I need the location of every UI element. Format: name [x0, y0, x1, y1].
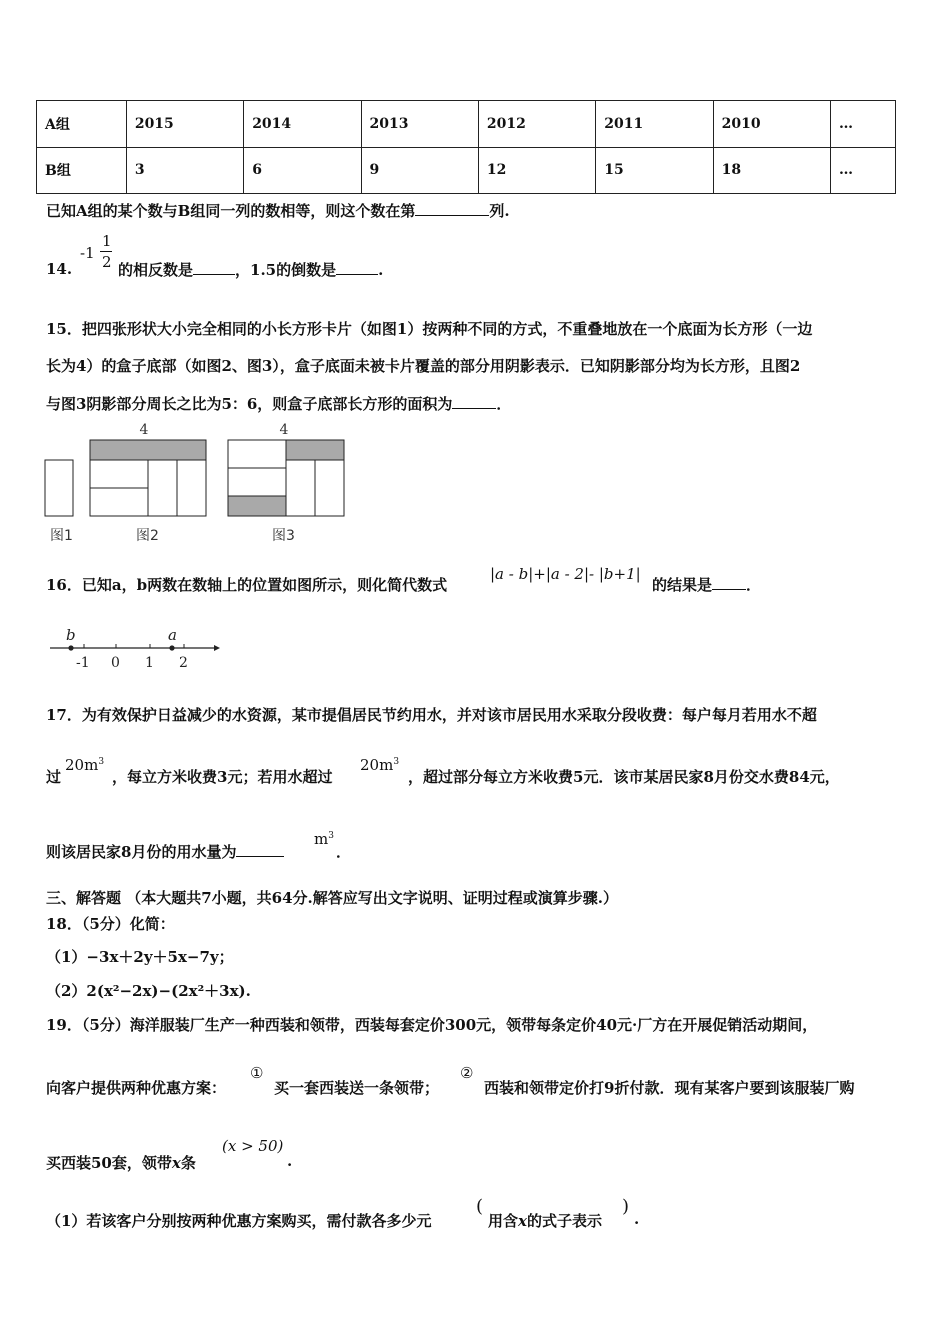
q17-l2b: ，每立方米收费3元；若用水超过: [112, 768, 333, 786]
tick-label: -1: [76, 655, 90, 671]
tick-label: 1: [145, 655, 154, 671]
fig2-shade: [90, 440, 206, 460]
table-cell: 3: [126, 147, 243, 194]
q14-neg: -1: [80, 244, 95, 262]
q19-p1a: （1）若该客户分别按两种优惠方案购买，需付款各多少元: [46, 1212, 432, 1230]
q17-unit-3: [314, 830, 334, 848]
fig1-caption: 图1: [50, 528, 73, 544]
q17-l2a: 过: [46, 768, 62, 786]
label-a: a: [168, 626, 177, 644]
paren-open: (: [476, 1196, 484, 1217]
q15-figures: [40, 420, 360, 548]
table-cell: 2011: [596, 101, 713, 148]
q19-l2a: 向客户提供两种优惠方案：: [46, 1079, 227, 1097]
number-line: [44, 622, 224, 672]
q14-text-a: 的相反数是: [118, 261, 194, 279]
q19-l3a: 买西装50套，领带: [46, 1154, 172, 1172]
q17-end: ．: [336, 843, 352, 861]
fig2-width-label: 4: [139, 422, 149, 438]
answer-blank[interactable]: [452, 394, 496, 409]
fig3-shade-top: [286, 440, 344, 460]
table-cell: 2015: [126, 101, 243, 148]
q17-unit-2: [360, 756, 399, 774]
q14-frac-bar: [100, 251, 112, 252]
axis-arrow-icon: [214, 645, 220, 651]
q19-l3b: 条: [180, 1154, 196, 1172]
q18-title: 18．（5分）化简：: [46, 915, 175, 933]
tick-label: 2: [179, 655, 188, 671]
fig3-caption: 图3: [272, 528, 295, 544]
table-cell: 2014: [244, 101, 361, 148]
point-a: [169, 645, 174, 650]
answer-blank[interactable]: [236, 842, 284, 857]
q15-line2: 长为4）的盒子底部（如图2、图3），盒子底面未被卡片覆盖的部分用阴影表示．已知阴影部分均为长方形，且图2: [46, 357, 801, 375]
table-cell: 18: [713, 147, 830, 194]
table-cell: …: [830, 101, 895, 148]
q15-line3: [46, 393, 511, 414]
q19-line1: 19．（5分）海洋服装厂生产一种西装和领带，西装每套定价300元，领带每条定价40元·厂方在开展促销活动期间，: [46, 1016, 818, 1034]
section-title: 三、解答题 （本大题共7小题，共64分.解答应写出文字说明、证明过程或演算步骤.）: [46, 889, 618, 907]
table-cell: 2013: [361, 101, 478, 148]
table-cell: 9: [361, 147, 478, 194]
q17-l3: [46, 841, 284, 862]
table-cell: 6: [244, 147, 361, 194]
tick-label: 0: [111, 655, 120, 671]
answer-blank[interactable]: [415, 201, 489, 216]
q19-l3-end: .: [287, 1152, 293, 1170]
unit-text: 20m: [65, 756, 99, 774]
q14-text: [118, 259, 383, 280]
q14-frac-den: 2: [102, 253, 112, 271]
q19-l3: [46, 1152, 196, 1173]
q13-text: [46, 200, 510, 221]
unit-text: 20m: [360, 756, 394, 774]
q16-text-b-label: 的结果是: [652, 576, 713, 594]
answer-blank[interactable]: [336, 260, 378, 275]
q19-part1: [46, 1210, 431, 1231]
q16-expression: |a - b|+|a - 2|- |b+1|: [490, 565, 641, 583]
table-cell: …: [830, 147, 895, 194]
q18-part1: （1）−3x＋2y＋5x−7y；: [46, 948, 234, 966]
q19-l2c: 西装和领带定价打9折付款．现有某客户要到该服装厂购: [484, 1079, 855, 1097]
q17-l3a: 则该居民家8月份的用水量为: [46, 843, 237, 861]
q14-number: 14.: [46, 260, 73, 278]
q17-unit-1: [65, 756, 104, 774]
table-row: [37, 101, 896, 148]
var-x: x: [518, 1212, 527, 1230]
unit-exp: 3: [328, 831, 334, 841]
q19-p1c: 的式子表示: [526, 1212, 602, 1230]
label-b: b: [66, 626, 76, 644]
q13-before: 已知A组的某个数与B组同一列的数相等，则这个数在第: [46, 202, 416, 220]
q14-text-b: ，1.5的倒数是: [235, 261, 337, 279]
fig3-width-label: 4: [279, 422, 289, 438]
q19-l2b: 买一套西装送一条领带；: [274, 1079, 440, 1097]
circle-two: ②: [460, 1064, 474, 1082]
q14-end: .: [378, 261, 384, 279]
q19-condition: (x > 50): [222, 1137, 284, 1155]
circle-one: ①: [250, 1064, 264, 1082]
q19-part1-end: .: [634, 1210, 640, 1228]
q16-text-a: 16．已知a，b两数在数轴上的位置如图所示，则化简代数式: [46, 576, 448, 594]
q17-l2c: ，超过部分每立方米收费5元．该市某居民家8月份交水费84元，: [408, 768, 840, 786]
q18-part2: （2）2(x²−2x)−(2x²＋3x).: [46, 982, 251, 1000]
fig3-shade-bottom: [228, 496, 286, 516]
fig1-card: [45, 460, 73, 516]
table-cell: B组: [37, 147, 127, 194]
table-cell: 15: [596, 147, 713, 194]
q17-line1: 17．为有效保护日益减少的水资源，某市提倡居民节约用水，并对该市居民用水采取分段收费：每户每月若用水不超: [46, 706, 817, 724]
q15-line1: 15．把四张形状大小完全相同的小长方形卡片（如图1）按两种不同的方式，不重叠地放在一个底面为长方形（一边: [46, 320, 813, 338]
q19-part1-b: [488, 1210, 602, 1231]
unit-text: m: [314, 830, 329, 848]
answer-blank[interactable]: [193, 260, 235, 275]
unit-exp: 3: [98, 757, 105, 767]
table-cell: A组: [37, 101, 127, 148]
answer-blank[interactable]: [712, 575, 746, 590]
point-b: [68, 645, 73, 650]
q15-line3a: 与图3阴影部分周长之比为5：6，则盒子底部长方形的面积为: [46, 395, 453, 413]
q16-text-b: [652, 574, 761, 595]
paren-close: ): [622, 1196, 630, 1217]
q19-p1b: 用含: [488, 1212, 519, 1230]
table-cell: 12: [478, 147, 595, 194]
fig2-caption: 图2: [136, 528, 159, 544]
unit-exp: 3: [393, 757, 400, 767]
table-row: [37, 147, 896, 194]
table-cell: 2012: [478, 101, 595, 148]
q14-frac-num: 1: [102, 232, 112, 250]
var-x: x: [171, 1154, 181, 1172]
q15-line3b: ．: [496, 395, 512, 413]
q13-after: 列.: [489, 202, 510, 220]
table-cell: 2010: [713, 101, 830, 148]
data-table: [36, 100, 896, 194]
q16-end: ．: [746, 576, 762, 594]
